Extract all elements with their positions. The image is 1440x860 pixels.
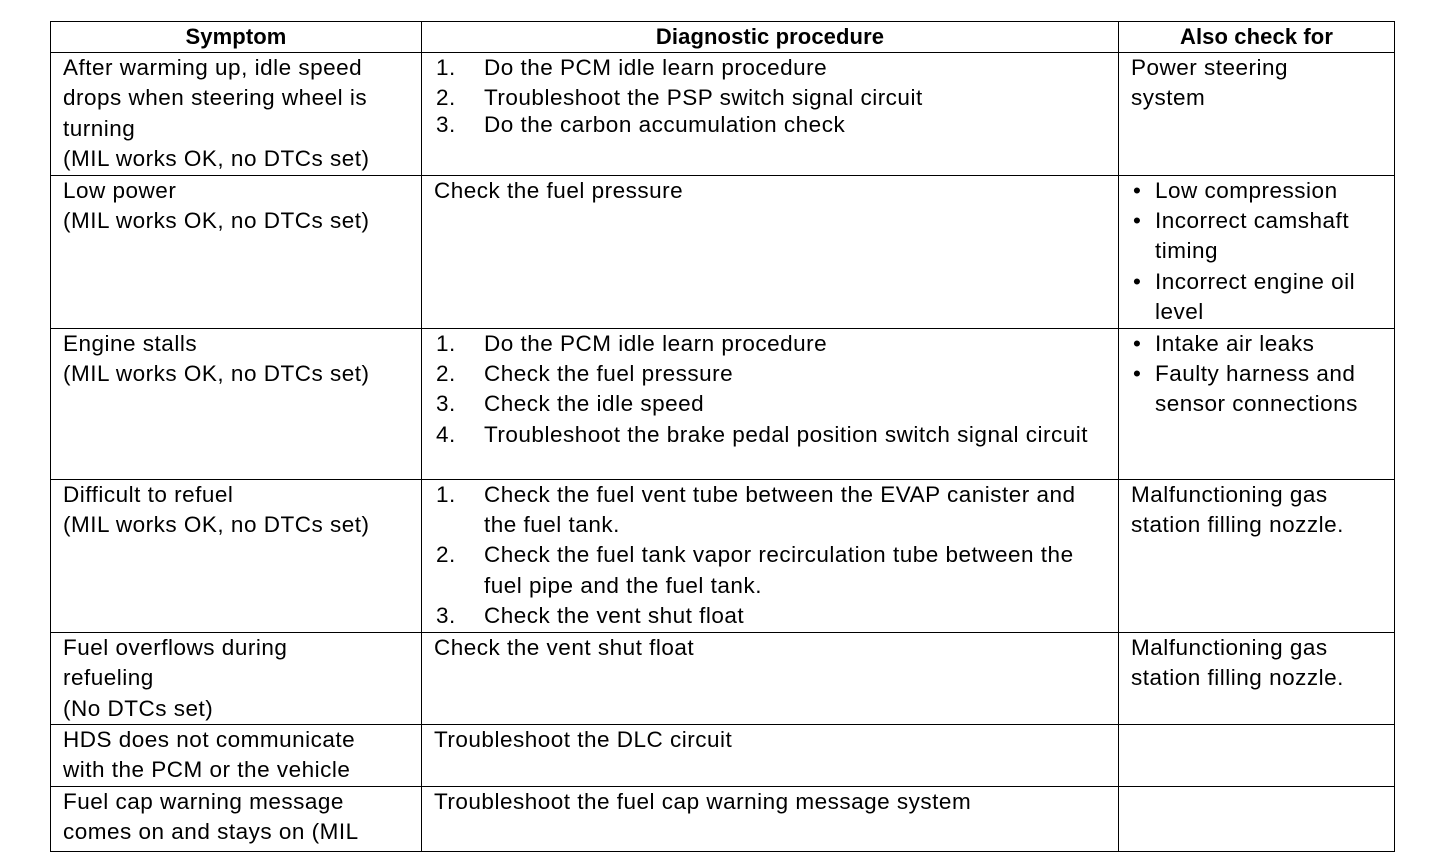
symptom-line: (No DTCs set)	[63, 695, 214, 721]
symptom-troubleshooting-table	[50, 21, 1395, 852]
procedure-step	[434, 389, 1112, 419]
also-check-bullet	[1131, 206, 1390, 267]
also-check-cell	[1119, 328, 1395, 479]
symptom-line: (MIL works OK, no DTCs set)	[63, 208, 370, 234]
symptom-line: After warming up, idle speed	[63, 55, 363, 80]
symptom-line: (MIL works OK, no DTCs set)	[63, 512, 370, 538]
procedure-cell	[422, 786, 1119, 851]
step-text: Do the carbon accumulation check	[484, 111, 846, 137]
step-text: Do the PCM idle learn procedure	[484, 55, 828, 80]
symptom-line: Fuel cap warning message	[63, 788, 344, 814]
table-row	[51, 724, 1395, 786]
procedure-step	[434, 359, 1112, 389]
also-check-line: station filling nozzle.	[1131, 512, 1344, 538]
also-check-bullet	[1131, 359, 1390, 420]
symptom-line: (MIL works OK, no DTCs set)	[63, 146, 370, 172]
symptom-cell	[51, 632, 422, 724]
symptom-cell	[51, 328, 422, 479]
also-check-bullet	[1131, 329, 1390, 359]
also-check-cell	[1119, 479, 1395, 632]
procedure-step	[434, 110, 1112, 140]
step-number: 4.	[436, 421, 456, 447]
symptom-cell	[51, 724, 422, 786]
step-number: 3.	[436, 603, 456, 629]
procedure-cell	[422, 479, 1119, 632]
bullet-dot-icon: •	[1133, 330, 1142, 356]
step-text: Do the PCM idle learn procedure	[484, 330, 828, 356]
procedure-text: Check the vent shut float	[434, 634, 695, 660]
step-text: Check the vent shut float	[484, 603, 745, 629]
step-text: Troubleshoot the PSP switch signal circuit	[484, 85, 923, 111]
bullet-text: Incorrect camshaft timing	[1155, 208, 1350, 264]
symptom-cell	[51, 479, 422, 632]
step-text: Check the idle speed	[484, 391, 705, 417]
also-check-line: Power steering	[1131, 55, 1289, 80]
table-row	[51, 479, 1395, 632]
procedure-step	[434, 480, 1112, 541]
symptom-line: Low power	[63, 177, 177, 203]
also-check-bullet	[1131, 267, 1390, 328]
step-number: 2.	[436, 85, 456, 111]
procedure-steps	[434, 480, 1112, 632]
table-row	[51, 175, 1395, 328]
also-check-line: system	[1131, 85, 1206, 111]
step-text: Check the fuel vent tube between the EVAP canister and the fuel tank.	[484, 481, 1076, 538]
symptom-line: refueling	[63, 665, 154, 691]
also-check-line: Malfunctioning gas	[1131, 634, 1328, 660]
bullet-text: Faulty harness and sensor connections	[1155, 361, 1358, 417]
symptom-line: Engine stalls	[63, 330, 198, 356]
procedure-step	[434, 329, 1112, 359]
procedure-cell	[422, 724, 1119, 786]
symptom-cell	[51, 175, 422, 328]
bullet-text: Low compression	[1155, 177, 1338, 203]
procedure-text: Troubleshoot the fuel cap warning message system	[434, 788, 972, 814]
procedure-cell	[422, 53, 1119, 176]
bullet-dot-icon: •	[1133, 361, 1142, 387]
procedure-step	[434, 601, 1112, 631]
table-row	[51, 53, 1395, 176]
symptom-line: drops when steering wheel is	[63, 85, 368, 111]
also-check-cell	[1119, 632, 1395, 724]
step-number: 3.	[436, 391, 456, 417]
procedure-step	[434, 420, 1112, 450]
procedure-step	[434, 53, 1112, 83]
also-check-cell	[1119, 786, 1395, 851]
step-number: 2.	[436, 542, 456, 568]
header-also-check-for: Also check for	[1119, 22, 1395, 53]
symptom-cell	[51, 53, 422, 176]
step-number: 1.	[436, 55, 456, 80]
also-check-bullet	[1131, 176, 1390, 206]
procedure-steps	[434, 53, 1112, 140]
symptom-line: (MIL works OK, no DTCs set)	[63, 361, 370, 387]
table-row	[51, 632, 1395, 724]
also-check-cell	[1119, 53, 1395, 176]
step-number: 1.	[436, 330, 456, 356]
also-check-bullets	[1131, 176, 1390, 328]
header-diagnostic-procedure: Diagnostic procedure	[422, 22, 1119, 53]
procedure-step	[434, 540, 1112, 601]
bullet-text: Intake air leaks	[1155, 330, 1315, 356]
table-row	[51, 786, 1395, 851]
step-text: Check the fuel pressure	[484, 361, 734, 387]
symptom-line: HDS does not communicate	[63, 726, 356, 752]
symptom-line: Difficult to refuel	[63, 481, 234, 507]
step-number: 2.	[436, 361, 456, 387]
also-check-line: Malfunctioning gas	[1131, 481, 1328, 507]
step-text: Check the fuel tank vapor recirculation tube between the fuel pipe and the fuel tank.	[484, 542, 1074, 598]
procedure-text: Troubleshoot the DLC circuit	[434, 726, 733, 752]
bullet-dot-icon: •	[1133, 177, 1142, 203]
bullet-dot-icon: •	[1133, 268, 1142, 294]
procedure-text: Check the fuel pressure	[434, 177, 684, 203]
also-check-bullets	[1131, 329, 1390, 420]
table-header-row	[51, 22, 1395, 53]
symptom-line: Fuel overflows during	[63, 634, 288, 660]
symptom-line: comes on and stays on (MIL	[63, 819, 359, 845]
step-number: 1.	[436, 481, 456, 507]
procedure-cell	[422, 328, 1119, 479]
symptom-cell	[51, 786, 422, 851]
symptom-line: with the PCM or the vehicle	[63, 757, 351, 783]
procedure-cell	[422, 175, 1119, 328]
header-symptom: Symptom	[51, 22, 422, 53]
symptom-line: turning	[63, 115, 136, 141]
procedure-steps	[434, 329, 1112, 451]
bullet-text: Incorrect engine oil level	[1155, 268, 1356, 325]
table-row	[51, 328, 1395, 479]
also-check-cell	[1119, 175, 1395, 328]
bullet-dot-icon: •	[1133, 208, 1142, 234]
procedure-cell	[422, 632, 1119, 724]
step-number: 3.	[436, 111, 456, 137]
also-check-line: station filling nozzle.	[1131, 665, 1344, 691]
step-text: Troubleshoot the brake pedal position switch signal circuit	[484, 421, 1088, 447]
also-check-cell	[1119, 724, 1395, 786]
